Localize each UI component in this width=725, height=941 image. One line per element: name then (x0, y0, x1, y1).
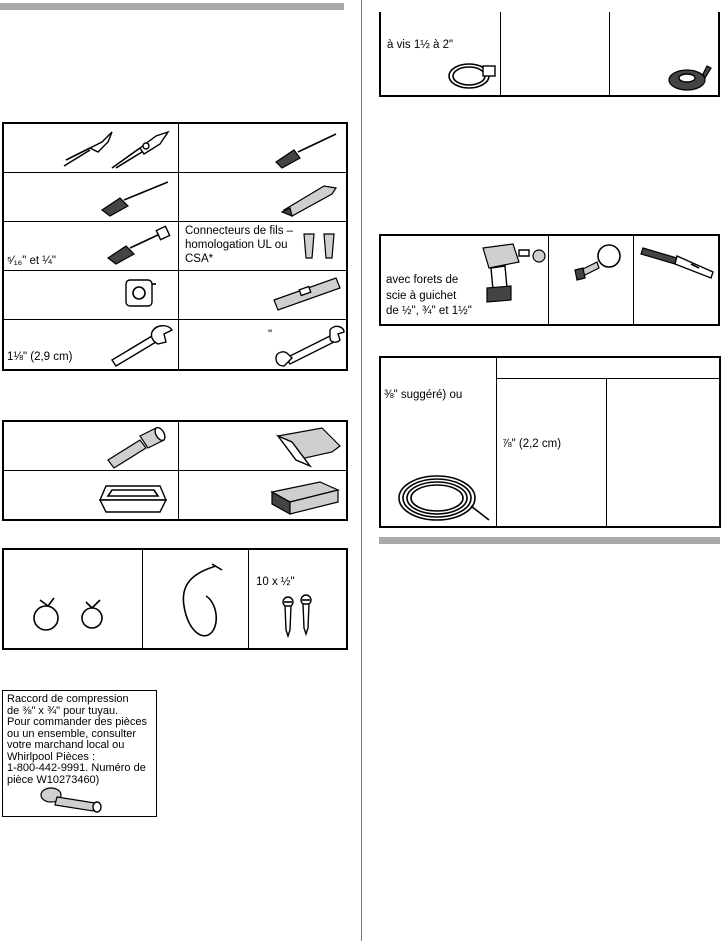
wrench-size-label: 1⅛" (2,9 cm) (7, 351, 73, 363)
nut-driver-icon (104, 226, 174, 266)
note-line: Raccord de compression (7, 693, 129, 705)
hose-clamp-icon (30, 594, 116, 634)
note-line: votre marchand local ou (7, 739, 125, 751)
drill-line: de ½", ¾" et 1½" (386, 305, 472, 317)
screws-label: 10 x ½" (256, 576, 295, 588)
open-wrench-label: " (268, 329, 273, 341)
tubing-coil-icon (395, 470, 491, 526)
drill-table (379, 234, 720, 326)
hose-clamp-screw-icon (445, 56, 499, 92)
wire-stripper-icon (639, 242, 719, 282)
open-end-wrench-icon (274, 324, 346, 368)
note-line: 1-800-442-9991. Numéro de (7, 762, 146, 774)
note-line: pièce W10273460) (7, 773, 100, 786)
towel-icon (272, 426, 344, 468)
clamp-tape-table (379, 12, 720, 97)
tape-measure-icon (124, 276, 158, 310)
tubing-table (379, 356, 721, 528)
pan-icon (98, 476, 170, 516)
tools-table (2, 122, 348, 371)
compression-note-text (7, 694, 157, 786)
note-line: de ⅜" x ¾" pour tuyau. (7, 704, 119, 717)
section-bar-bottom-right (379, 537, 720, 544)
compression-note-box (2, 690, 157, 817)
wire-connector-icon (300, 232, 340, 260)
tubing-cutter-icon (569, 242, 629, 282)
level-icon (270, 276, 344, 312)
note-line: ou un ensemble, consulter (7, 727, 137, 740)
column-divider (361, 0, 362, 941)
screwdriver-icon (272, 132, 342, 170)
pliers-icon (62, 128, 172, 170)
drill-label (386, 273, 472, 320)
supplies-table (2, 420, 348, 521)
hole-size-label: ⅞" (2,2 cm) (502, 438, 562, 450)
wire-connector-label: Connecteurs de fils – homologation UL ou CSA* (185, 225, 294, 265)
note-line: Pour commander des pièces (7, 716, 148, 728)
screw-icon (280, 596, 316, 638)
drill-line: scie à guichet (386, 289, 457, 302)
clamp-label: à vis 1½ à 2" (387, 39, 454, 51)
drain-hose-icon (176, 562, 232, 644)
nut-driver-label: ⁵⁄₁₆" et ¼" (7, 255, 56, 267)
screwdriver-icon-2 (98, 178, 172, 218)
parts-table (2, 548, 348, 650)
note-line: Whirlpool Pièces : (7, 750, 96, 763)
adjustable-wrench-icon (108, 324, 176, 366)
section-bar-top-left (0, 3, 344, 10)
drill-icon (479, 240, 547, 304)
utility-knife-icon (280, 180, 342, 216)
flashlight-icon (104, 426, 170, 468)
compression-fitting-icon (39, 783, 109, 813)
drill-line: avec forets de (386, 274, 459, 286)
block-icon (270, 476, 342, 516)
duct-tape-icon (665, 62, 713, 92)
tubing-label: ⅜" suggéré) ou (384, 389, 463, 401)
